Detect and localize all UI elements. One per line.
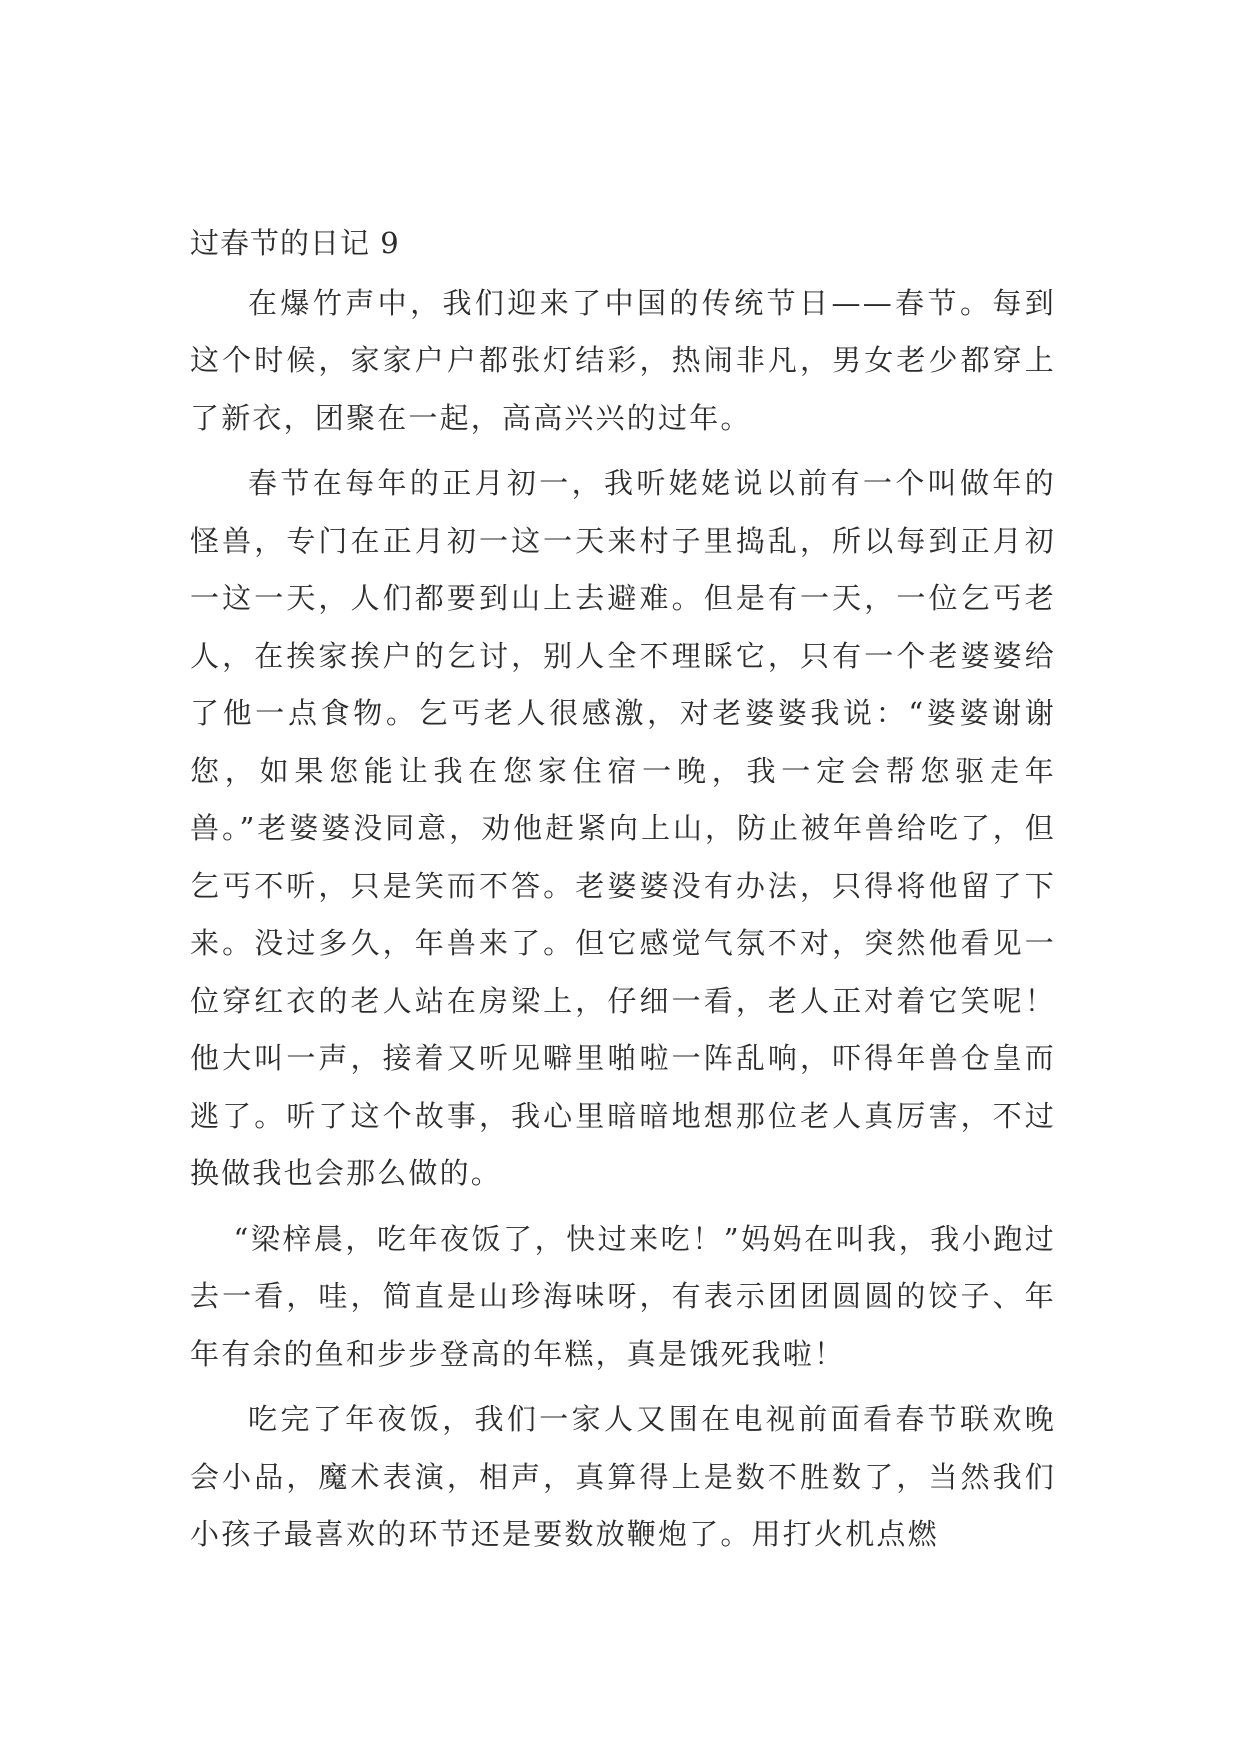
document-body (190, 215, 1056, 1572)
paragraph-3: “梁梓晨，吃年夜饭了，快过来吃！”妈妈在叫我，我小跑过去一看，哇，简直是山珍海味呀，有表示团团圆圆的饺子、年年有余的鱼和步步登高的年糕，真是饿死我啦！ (190, 1221, 1056, 1371)
paragraph-2: 春节在每年的正月初一，我听姥姥说以前有一个叫做年的怪兽，专门在正月初一这一天来村子里捣乱，所以每到正月初一这一天，人们都要到山上去避难。但是有一天，一位乞丐老人，在挨家挨户的乞讨，别人全不理睬它，只有一个老婆婆给了他一点食物。乞丐老人很感激，对老婆婆我说：“婆婆谢谢您，如果您能让我在您家住宿一晚，我一定会帮您驱走年兽。”老婆婆没同意，劝他赶紧向上山，防止被年兽给吃了，但乞丐不听，只是笑而不答。老婆婆没有办法，只得将他留了下来。没过多久，年兽来了。但它感觉气氛不对，突然他看见一位穿红衣的老人站在房梁上，仔细一看，老人正对着它笑呢！他大叫一声，接着又听见噼里啪啦一阵乱响，吓得年兽仓皇而逃了。听了这个故事，我心里暗暗地想那位老人真厉害，不过换做我也会那么做的。 (190, 466, 1056, 1190)
paragraph-1: 在爆竹声中，我们迎来了中国的传统节日——春节。每到这个时候，家家户户都张灯结彩，热闹非凡，男女老少都穿上了新衣，团聚在一起，高高兴兴的过年。 (190, 285, 1056, 435)
document-title: 过春节的日记 9 (190, 226, 400, 260)
paragraph-4: 吃完了年夜饭，我们一家人又围在电视前面看春节联欢晚会小品，魔术表演，相声，真算得上是数不胜数了，当然我们小孩子最喜欢的环节还是要数放鞭炮了。用打火机点燃 (190, 1402, 1056, 1551)
